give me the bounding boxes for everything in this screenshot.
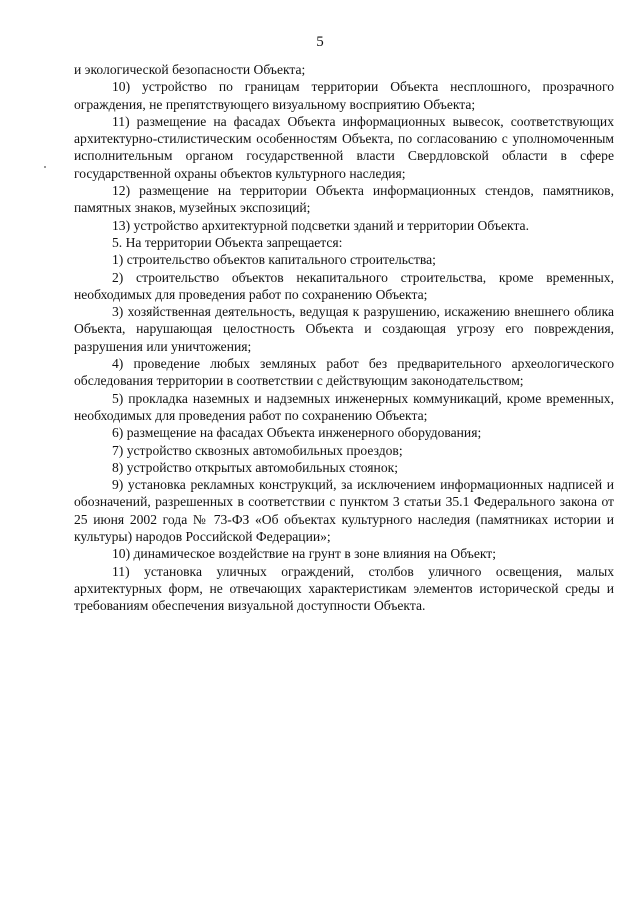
paragraph: 5) прокладка наземных и надземных инженерных коммуникаций, кроме временных, необходимых для проведения работ по сохранению Объекта; <box>74 390 614 423</box>
paragraph: 12) размещение на территории Объекта информационных стендов, памятников, памятных знаков, музейных экспозиций; <box>74 183 614 216</box>
document-body <box>74 61 614 615</box>
paragraph: и экологической безопасности Объекта; <box>74 62 306 77</box>
paragraph: 8) устройство открытых автомобильных стоянок; <box>112 459 399 475</box>
scan-artifact <box>44 166 46 168</box>
paragraph: 10) динамическое воздействие на грунт в зоне влияния на Объект; <box>112 546 496 562</box>
paragraph: 4) проведение любых земляных работ без предварительного археологического обследования территории в соответствии с действующим законодательством; <box>74 356 614 389</box>
paragraph: 6) размещение на фасадах Объекта инженерного оборудования; <box>112 425 482 441</box>
paragraph: 11) размещение на фасадах Объекта информационных вывесок, соответствующих архитектурно-стилистическим особенностям Объекта, по согласованию с уполномоченным исполнительным органом государственной власти Свердловской области в сфере государственной охраны объектов культурного наследия; <box>74 113 614 181</box>
paragraph: 7) устройство сквозных автомобильных проездов; <box>112 442 403 458</box>
paragraph: 10) устройство по границам территории Объекта несплошного, прозрачного ограждения, не препятствующего визуальному восприятию Объекта; <box>74 79 614 112</box>
paragraph: 11) установка уличных ограждений, столбов уличного освещения, малых архитектурных форм, не отвечающих характеристикам элементов исторической среды и требованиям обеспечения визуальной доступности Объекта. <box>74 563 614 614</box>
paragraph: 5. На территории Объекта запрещается: <box>112 234 343 250</box>
paragraph: 3) хозяйственная деятельность, ведущая к разрушению, искажению внешнего облика Объекта, нарушающая целостность Объекта и создающая угрозу его повреждения, разрушения или уничтожения; <box>74 304 614 354</box>
paragraph: 2) строительство объектов некапитального строительства, кроме временных, необходимых для проведения работ по сохранению Объекта; <box>74 269 614 302</box>
paragraph: 1) строительство объектов капитального строительства; <box>112 252 436 268</box>
paragraph: 9) установка рекламных конструкций, за исключением информационных надписей и обозначений, разрешенных в соответствии с пунктом 3 статьи 35.1 Федерального закона от 25 июня 2002 года № 73-ФЗ «Об объектах культурного наследия (памятниках истории и культуры) народов Российской Федерации»; <box>74 477 614 545</box>
paragraph: 13) устройство архитектурной подсветки зданий и территории Объекта. <box>112 217 529 233</box>
page-number: 5 <box>316 34 324 50</box>
